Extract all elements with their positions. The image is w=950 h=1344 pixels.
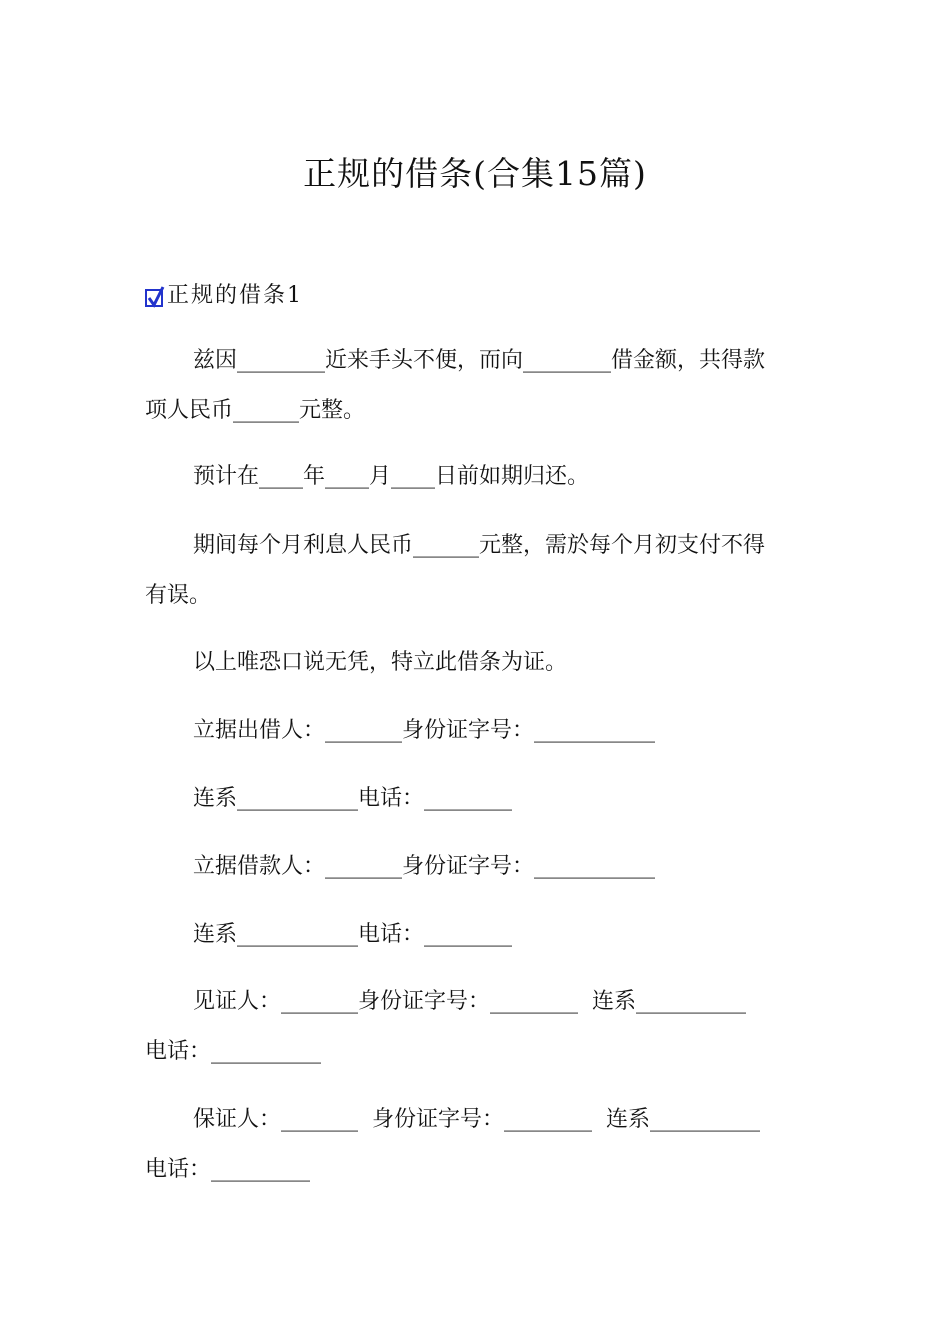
paragraph-lender-id: 立据出借人：_______身份证字号：___________	[193, 718, 656, 743]
paragraph-borrower-contact: 连系___________电话：________	[193, 922, 513, 947]
paragraph-interest-line-2: 有误。	[145, 583, 212, 608]
paragraph-lender-contact: 连系___________电话：________	[193, 786, 513, 811]
checked-checkbox-icon	[145, 289, 163, 307]
page-title: 正规的借条(合集15篇)	[303, 154, 647, 193]
paragraph-interest-line-1: 期间每个月利息人民币______元整，需於每个月初支付不得	[193, 533, 766, 558]
paragraph-repayment-date: 预计在____年____月____日前如期归还。	[193, 464, 590, 489]
section-heading-label: 正规的借条1	[167, 283, 303, 308]
paragraph-witness-line-1: 见证人：_______身份证字号：________ 连系__________	[193, 989, 746, 1014]
paragraph-borrower-id: 立据借款人：_______身份证字号：___________	[193, 854, 656, 879]
paragraph-reason-line-1: 兹因________近来手头不便，而向________借金额，共得款	[193, 348, 766, 373]
section-heading	[145, 278, 303, 309]
paragraph-witness-line-2: 电话：__________	[145, 1039, 322, 1064]
paragraph-guarantor-line-1: 保证人：_______ 身份证字号：________ 连系__________	[193, 1107, 760, 1132]
paragraph-proof-statement: 以上唯恐口说无凭，特立此借条为证。	[193, 650, 568, 675]
paragraph-guarantor-line-2: 电话：_________	[145, 1157, 311, 1182]
paragraph-reason-line-2: 项人民币______元整。	[145, 398, 366, 423]
